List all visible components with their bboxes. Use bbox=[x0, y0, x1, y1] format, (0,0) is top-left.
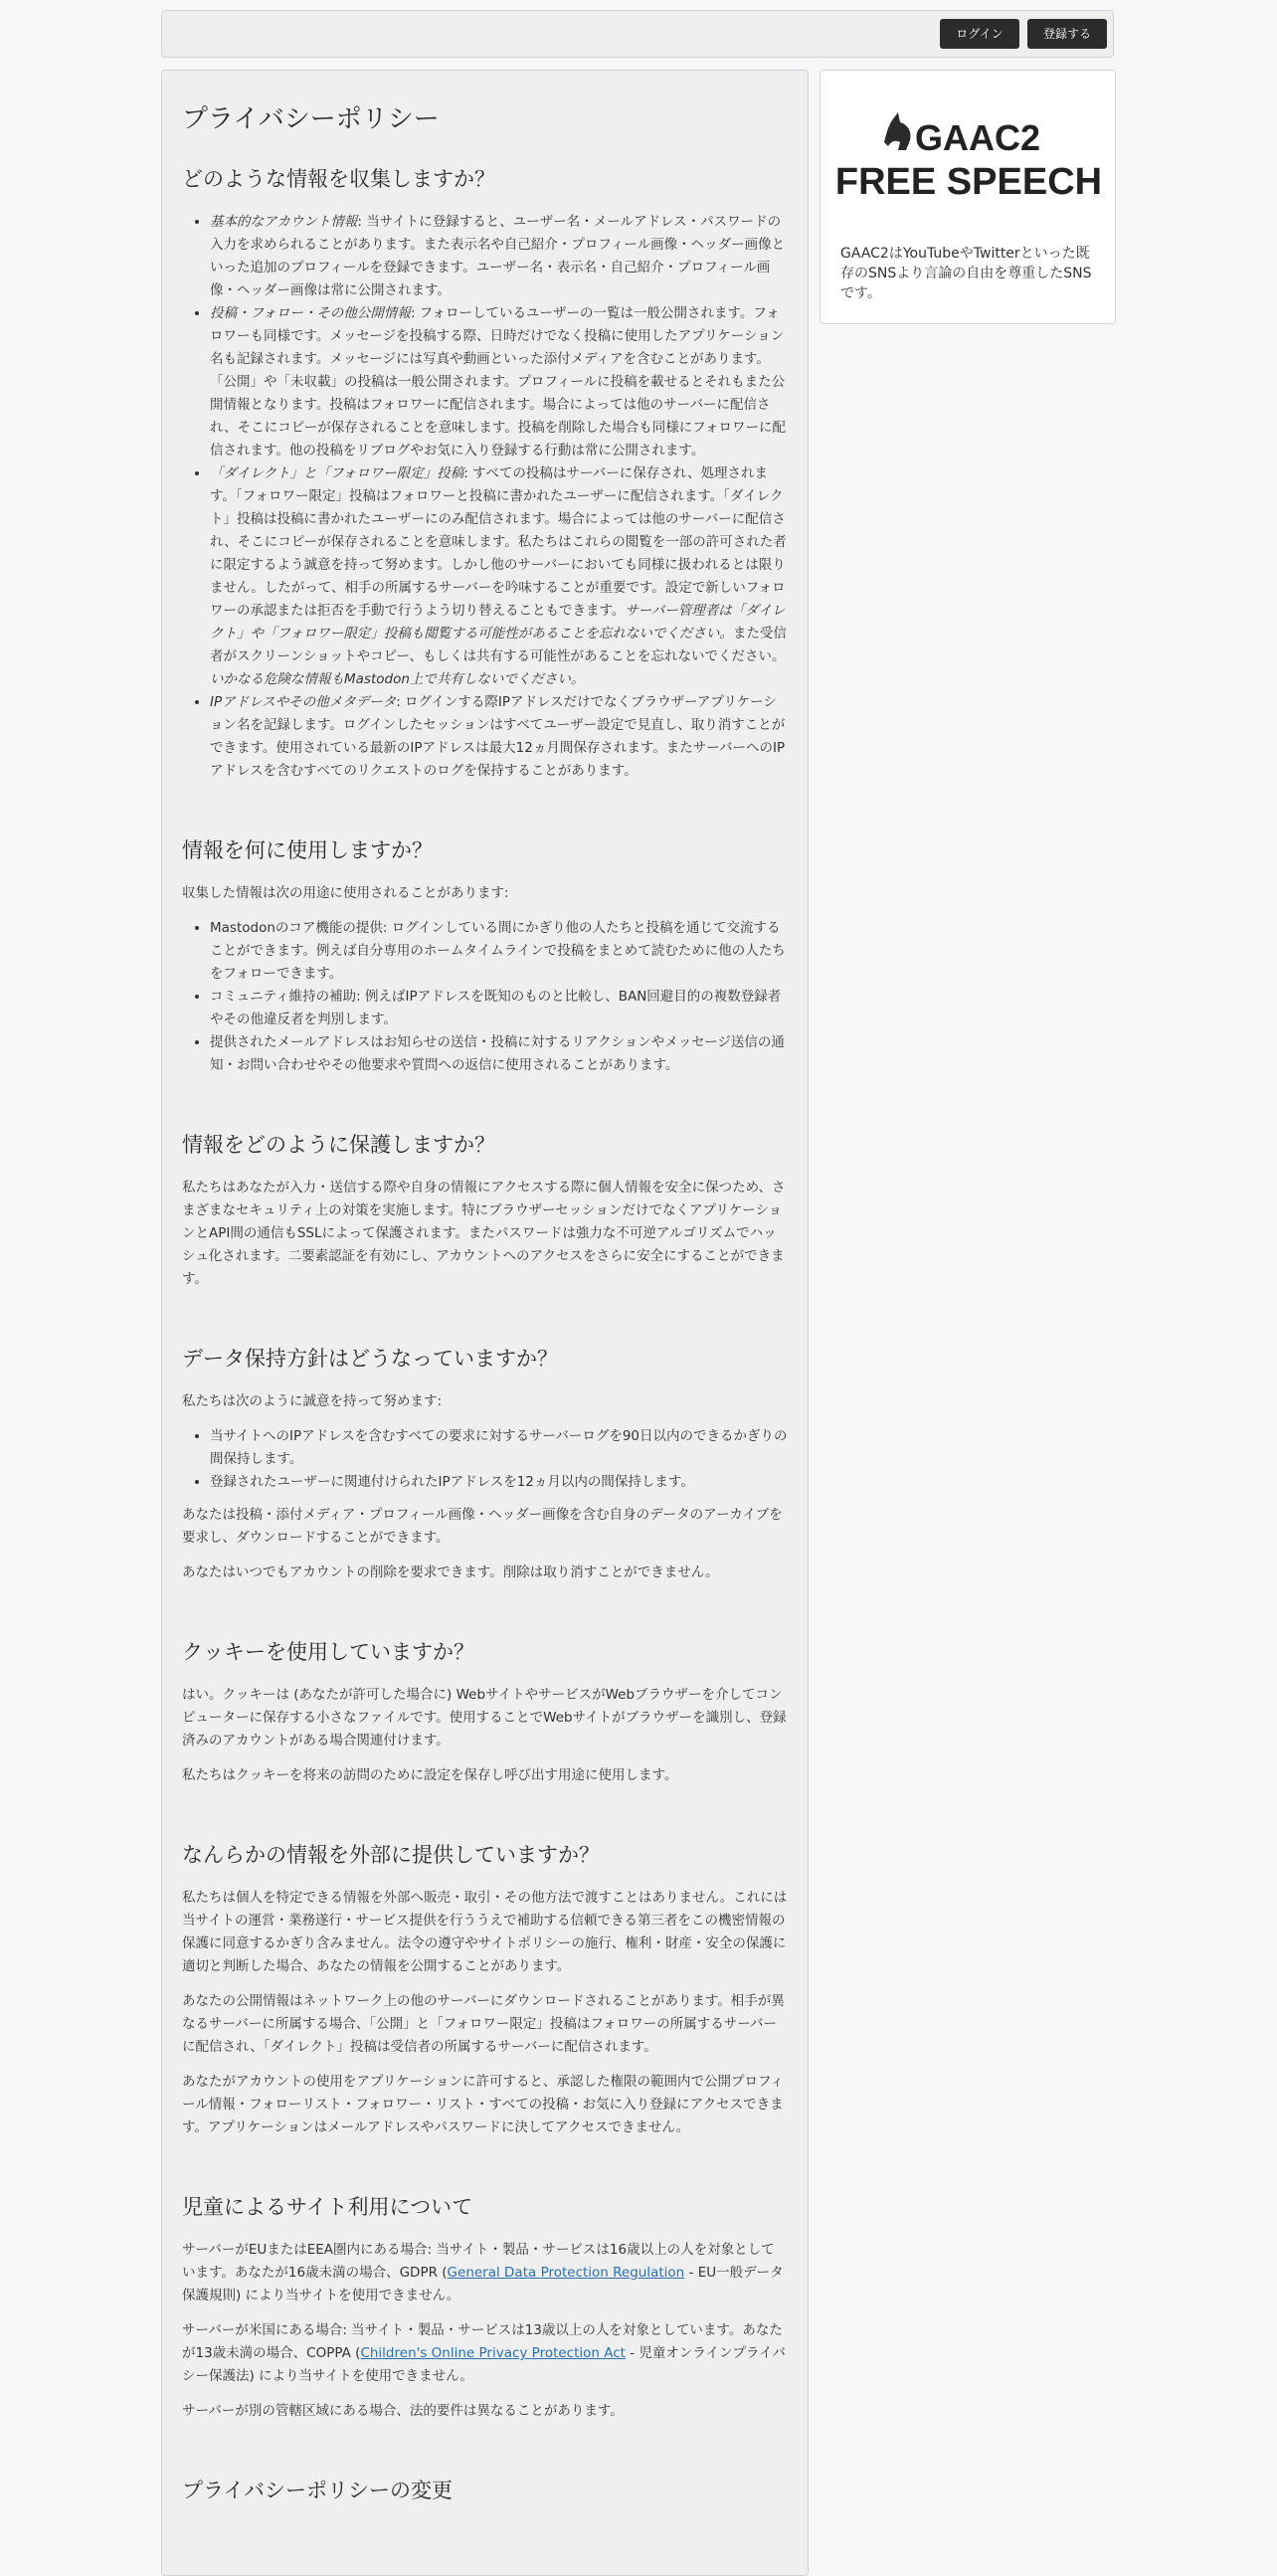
section-body: あなたがアカウントの使用をアプリケーションに許可すると、承認した権限の範囲内で公開プロフィール情報・フォローリスト・フォロワー・リスト・すべての投稿・お気に入り登録にアクセスできます。アプリケーションはメールアドレスやパスワードに決してアクセスできません。 bbox=[182, 2074, 784, 2135]
item-emphasis: いかなる危険な情報もMastodon上で共有しないでください。 bbox=[210, 671, 585, 687]
retention-list bbox=[182, 1425, 788, 1494]
section-body bbox=[182, 2239, 788, 2307]
section-cookies bbox=[182, 1636, 788, 1787]
item-label: IPアドレスやその他メタデータ bbox=[210, 694, 397, 710]
section-heading: データ保持方針はどうなっていますか？ bbox=[182, 1347, 558, 1371]
login-button[interactable]: ログイン bbox=[940, 19, 1019, 49]
logo-line1: GAAC2 bbox=[914, 117, 1041, 158]
item-emphasis: サーバー管理者は「ダイレクト」や「フォロワー限定」投稿も閲覧する可能性があることを忘れないでください。 bbox=[210, 603, 786, 642]
coppa-link[interactable]: Children's Online Privacy Protection Act bbox=[360, 2345, 626, 2361]
gaac2-logo bbox=[828, 106, 1109, 216]
item-label: 「ダイレクト」と「フォロワー限定」投稿 bbox=[210, 465, 464, 481]
section-intro: 私たちは次のように誠意を持って努めます: bbox=[182, 1393, 443, 1409]
section-protect bbox=[182, 1129, 788, 1291]
list-item bbox=[210, 211, 788, 302]
section-body: サーバーが別の管轄区域にある場合、法的要件は異なることがあります。 bbox=[182, 2403, 624, 2419]
section-body bbox=[182, 2319, 788, 2388]
list-item bbox=[210, 462, 788, 691]
item-label: 基本的なアカウント情報 bbox=[210, 214, 358, 230]
text: サーバーが米国にある場合: 当サイト・製品・サービスは13歳以上の人を対象としています。あなたが13歳未満の場合、COPPA ( bbox=[182, 2322, 783, 2361]
text: - EU一般データ保護規則) により当サイトを使用できません。 bbox=[182, 2265, 784, 2303]
section-body: 私たちは個人を特定できる情報を外部へ販売・取引・その他方法で渡すことはありません。これには当サイトの運営・業務遂行・サービス提供を行ううえで補助する信頼できる第三者をこの機密情報の保護に同意するかぎり含みません。法令の遵守やサイトポリシーの施行、権利・財産・安全の保護に適切と判断した場合、あなたの情報を公開することがあります。 bbox=[182, 1890, 788, 1974]
section-collect bbox=[182, 163, 788, 783]
list-item: • 登録されたユーザーに関連付けられたIPアドレスを12ヵ月以内の間保持します。 bbox=[210, 1471, 788, 1494]
section-body: 私たちはクッキーを将来の訪問のために設定を保存し呼び出す用途に使用します。 bbox=[182, 1767, 678, 1783]
list-item bbox=[210, 302, 788, 462]
section-heading: 児童によるサイト利用について bbox=[182, 2195, 473, 2219]
list-item: • Mastodonのコア機能の提供: ログインしている間にかぎり他の人たちと投稿を通じて交流することができます。例えば自分専用のホームタイムラインで投稿をまとめて読むために他の人たちをフォローできます。 bbox=[210, 917, 788, 986]
item-text: : フォローしているユーザーの一覧は一般公開されます。フォロワーも同様です。メッセージを投稿する際、日時だけでなく投稿に使用したアプリケーション名も記録されます。メッセージには写真や動画といった添付メディアを含むことがあります。「公開」や「未収載」の投稿は一般公開されます。プロフィールに投稿を載せるとそれもまた公開情報となります。投稿はフォロワーに配信されます。場合によっては他のサーバーに配信され、そこにコピーが保存されることを意味します。投稿を削除した場合も同様にフォロワーに配信されます。他の投稿をリブログやお気に入り登録する行動は常に公開されます。 bbox=[210, 305, 787, 459]
sidebar-card bbox=[820, 70, 1116, 324]
page-title: プライバシーポリシー bbox=[182, 104, 440, 134]
top-navbar bbox=[161, 10, 1114, 58]
section-heading: なんらかの情報を外部に提供していますか？ bbox=[182, 1843, 600, 1867]
list-item: • 提供されたメールアドレスはお知らせの送信・投稿に対するリアクションやメッセージ送信の通知・お問い合わせやその他要求や質問への返信に使用されることがあります。 bbox=[210, 1031, 788, 1077]
section-body: あなたはいつでもアカウントの削除を要求できます。削除は取り消すことができません。 bbox=[182, 1564, 719, 1580]
use-list bbox=[182, 917, 788, 1077]
list-item: • 当サイトへのIPアドレスを含むすべての要求に対するサーバーログを90日以内のできるかぎりの間保持します。 bbox=[210, 1425, 788, 1471]
item-text: また受信者がスクリーンショットやコピー、もしくは共有する可能性があることを忘れないでください。 bbox=[210, 626, 787, 664]
gdpr-link[interactable]: General Data Protection Regulation bbox=[447, 2265, 685, 2281]
list-item: • コミュニティ維持の補助: 例えばIPアドレスを既知のものと比較し、BAN回避目的の複数登録者やその他違反者を判別します。 bbox=[210, 986, 788, 1031]
section-body: あなたは投稿・添付メディア・プロフィール画像・ヘッダー画像を含む自身のデータのアーカイブを要求し、ダウンロードすることができます。 bbox=[182, 1507, 783, 1546]
item-text: : すべての投稿はサーバーに保存され、処理されます。「フォロワー限定」投稿はフォロワーと投稿に書かれたユーザーに配信されます。「ダイレクト」投稿は投稿に書かれたユーザーにのみ配信されます。場合によっては他のサーバーに配信され、そこにコピーが保存されることを意味します。私たちはこれらの閲覧を一部の許可された者に限定するよう誠意を持って努めます。しかし他のサーバーにおいても同様に扱われるとは限りません。したがって、相手の所属するサーバーを吟味することが重要です。設定で新しいフォロワーの承認または拒否を手動で行うよう切り替えることもできます。 bbox=[210, 465, 787, 619]
section-heading: 情報をどのように保護しますか？ bbox=[182, 1133, 495, 1157]
item-text: : 当サイトに登録すると、ユーザー名・メールアドレス・パスワードの入力を求められることがあります。また表示名や自己紹介・プロフィール画像・ヘッダー画像といった追加のプロフィールを登録できます。ユーザー名・表示名・自己紹介・プロフィール画像・ヘッダー画像は常に公開されます。 bbox=[210, 214, 786, 298]
section-body: 私たちはあなたが入力・送信する際や自身の情報にアクセスする際に個人情報を安全に保つため、さまざまなセキュリティ上の対策を実施します。特にブラウザーセッションだけでなくアプリケーションとAPI間の通信もSSLによって保護されます。またパスワードは強力な不可逆アルゴリズムでハッシュ化されます。二要素認証を有効にし、アカウントへのアクセスをさらに安全にすることができます。 bbox=[182, 1180, 786, 1287]
collect-list bbox=[182, 211, 788, 783]
privacy-policy-panel bbox=[161, 70, 809, 2576]
list-item bbox=[210, 691, 788, 783]
section-retention bbox=[182, 1343, 788, 1584]
section-heading: 情報を何に使用しますか？ bbox=[182, 838, 433, 862]
section-intro: 収集した情報は次の用途に使用されることがあります: bbox=[182, 885, 509, 901]
section-heading: クッキーを使用していますか？ bbox=[182, 1640, 474, 1664]
section-changes bbox=[182, 2475, 788, 2504]
text: サーバーがEUまたはEEA圏内にある場合: 当サイト・製品・サービスは16歳以上の人を対象としています。あなたが16歳未満の場合、GDPR ( bbox=[182, 2242, 775, 2281]
text: - 児童オンラインプライバシー保護法) により当サイトを使用できません。 bbox=[182, 2345, 786, 2384]
section-use bbox=[182, 834, 788, 1077]
logo-line2: FREE SPEECH bbox=[834, 161, 1103, 203]
section-body: あなたの公開情報はネットワーク上の他のサーバーにダウンロードされることがあります。相手が異なるサーバーに所属する場合、「公開」と「フォロワー限定」投稿はフォロワーの所属するサーバーに配信され、「ダイレクト」投稿は受信者の所属するサーバーに配信されます。 bbox=[182, 1993, 785, 2055]
section-heading: プライバシーポリシーの変更 bbox=[182, 2479, 453, 2502]
section-body: はい。クッキーは (あなたが許可した場合に) WebサイトやサービスがWebブラウザーを介してコンピューターに保存する小さなファイルです。使用することでWebサイトがブラウザーを識別し、登録済みのアカウントがある場合関連付けます。 bbox=[182, 1687, 787, 1748]
section-children bbox=[182, 2191, 788, 2423]
item-label: 投稿・フォロー・その他公開情報 bbox=[210, 305, 411, 321]
section-heading: どのような情報を収集しますか？ bbox=[182, 167, 495, 191]
register-button[interactable]: 登録する bbox=[1027, 19, 1107, 49]
unicorn-icon bbox=[884, 112, 911, 150]
section-disclose bbox=[182, 1839, 788, 2139]
item-text: : ログインする際IPアドレスだけでなくブラウザーアプリケーション名を記録します。ログインしたセッションはすべてユーザー設定で見直し、取り消すことができます。使用されている最新のIPアドレスは最大12ヵ月間保存されます。またサーバーへのIPアドレスを含むすべてのリクエストのログを保持することがあります。 bbox=[210, 694, 786, 779]
sidebar-description: GAAC2はYouTubeやTwitterといった既存のSNSより言論の自由を尊重したSNSです。 bbox=[840, 246, 1092, 301]
